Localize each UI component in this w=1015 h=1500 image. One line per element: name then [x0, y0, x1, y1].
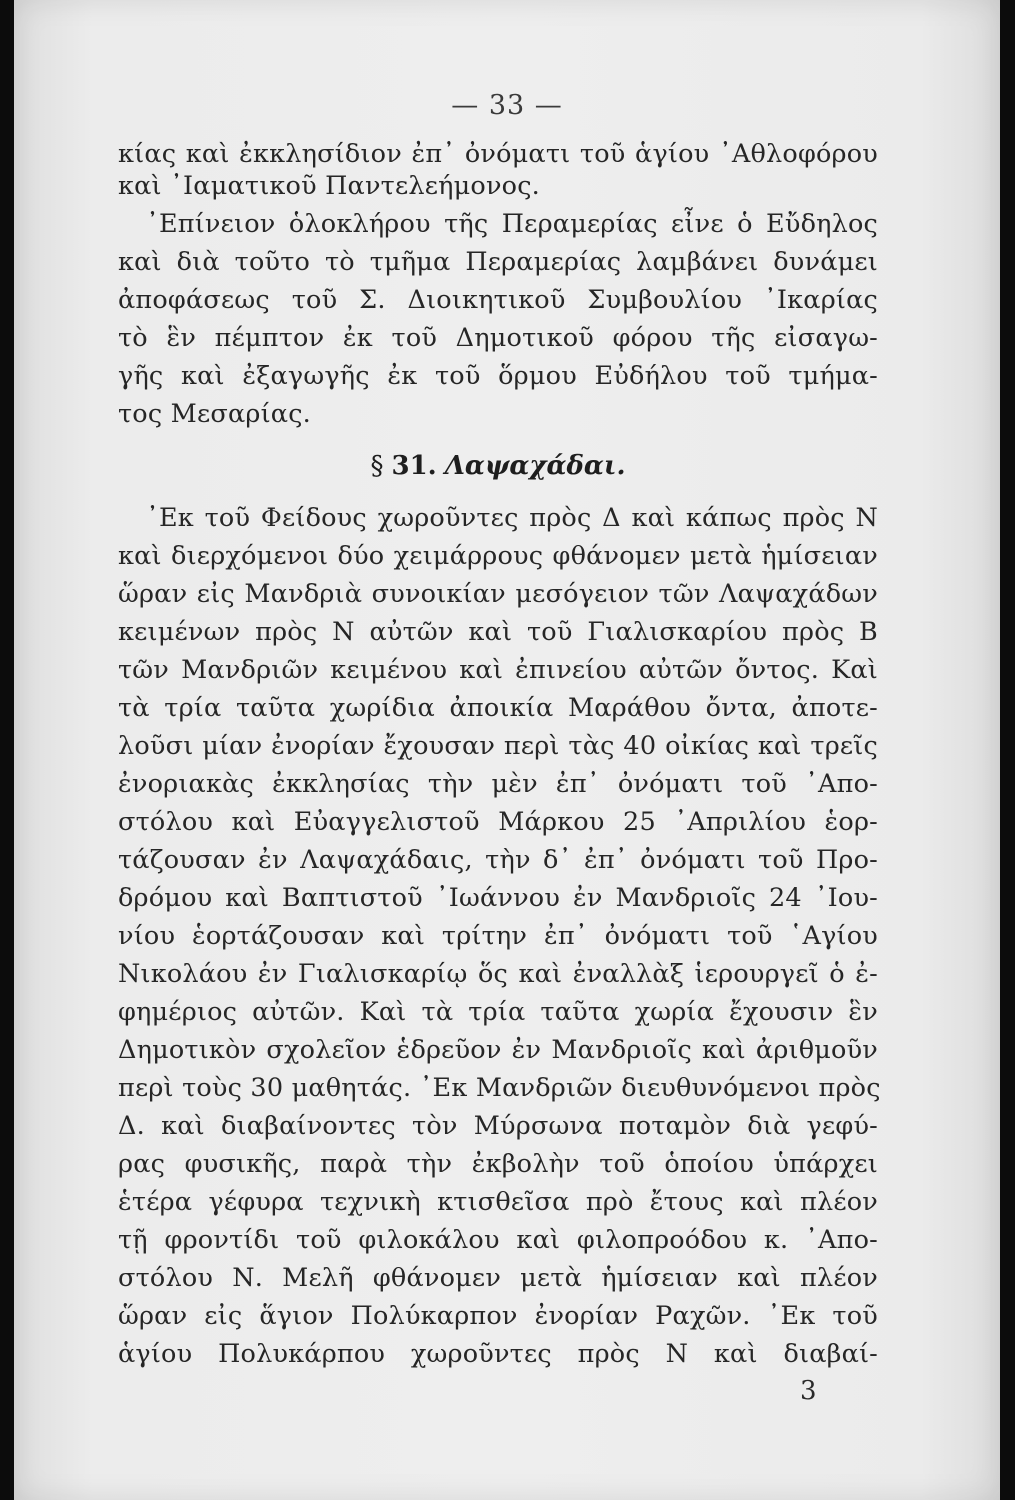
- text-line: φημέριος αὐτῶν. Καὶ τὰ τρία ταῦτα χωρία ἔχουσιν ἓν: [118, 997, 878, 1027]
- text-line: τὸ ἓν πέμπτον ἐκ τοῦ Δημοτικοῦ φόρου τῆς εἰσαγω-: [118, 323, 878, 353]
- text-line: καὶ διερχόμενοι δύο χειμάρρους φθάνομεν μετὰ ἡμίσειαν: [118, 541, 878, 571]
- section-symbol: §: [370, 451, 384, 481]
- text-line: γῆς καὶ ἐξαγωγῆς ἐκ τοῦ ὅρμου Εὐδήλου τοῦ τμήμα-: [118, 361, 878, 391]
- text-line: στόλου Ν. Μελῆ φθάνομεν μετὰ ἡμίσειαν καὶ πλέον: [118, 1263, 878, 1293]
- text-line: τάζουσαν ἐν Λαψαχάδαις, τὴν δ᾽ ἐπ᾽ ὀνόματι τοῦ Προ-: [118, 845, 878, 875]
- text-line: τῇ φροντίδι τοῦ φιλοκάλου καὶ φιλοπροόδου κ. ᾽Απο-: [118, 1225, 878, 1255]
- text-line: τος Μεσαρίας.: [118, 399, 311, 429]
- text-line: στόλου καὶ Εὐαγγελιστοῦ Μάρκου 25 ᾽Απριλίου ἑορ-: [118, 807, 878, 837]
- text-line: ὥραν εἰς ἅγιον Πολύκαρπον ἐνορίαν Ραχῶν. ᾽Εκ τοῦ: [118, 1301, 878, 1331]
- text-line: τὰ τρία ταῦτα χωρίδια ἀποικία Μαράθου ὄντα, ἀποτε-: [118, 693, 878, 723]
- text-line: ᾽Εκ τοῦ Φείδους χωροῦντες πρὸς Δ καὶ κάπως πρὸς Ν: [146, 503, 878, 533]
- scan-border-right: [999, 0, 1015, 1500]
- text-line: δρόμου καὶ Βαπτιστοῦ ᾽Ιωάννου ἐν Μανδριοῖς 24 ᾽Ιου-: [118, 883, 878, 913]
- section-title: Λαψαχάδαι.: [444, 451, 626, 481]
- section-heading: [118, 450, 878, 482]
- text-line: ἁγίου Πολυκάρπου χωροῦντες πρὸς Ν καὶ διαβαί-: [118, 1339, 878, 1369]
- text-line: ἑτέρα γέφυρα τεχνικὴ κτισθεῖσα πρὸ ἔτους καὶ πλέον: [118, 1187, 878, 1217]
- text-line: ρας φυσικῆς, παρὰ τὴν ἐκβολὴν τοῦ ὁποίου ὑπάρχει: [118, 1149, 878, 1179]
- text-line: ὥραν εἰς Μανδριὰ συνοικίαν μεσόγειον τῶν Λαψαχάδων: [118, 579, 878, 609]
- text-line: λοῦσι μίαν ἐνορίαν ἔχουσαν περὶ τὰς 40 οἰκίας καὶ τρεῖς: [118, 731, 878, 761]
- text-line: ἐνοριακὰς ἐκκλησίας τὴν μὲν ἐπ᾽ ὀνόματι τοῦ ᾽Απο-: [118, 769, 878, 799]
- text-line: Νικολάου ἐν Γιαλισκαρίῳ ὅς καὶ ἐναλλὰξ ἱερουργεῖ ὁ ἐ-: [118, 959, 878, 989]
- text-line: νίου ἑορτάζουσαν καὶ τρίτην ἐπ᾽ ὀνόματι τοῦ ῾Αγίου: [118, 921, 878, 951]
- section-number: 31.: [391, 451, 437, 481]
- text-line: ἀποφάσεως τοῦ Σ. Διοικητικοῦ Συμβουλίου ᾽Ικαρίας: [118, 285, 878, 315]
- book-page: [14, 0, 1000, 1500]
- text-line: καὶ διὰ τοῦτο τὸ τμῆμα Περαμερίας λαμβάνει δυνάμει: [118, 247, 878, 277]
- text-line: καὶ ᾽Ιαματικοῦ Παντελεήμονος.: [118, 171, 540, 201]
- text-line: κίας καὶ ἐκκλησίδιον ἐπ᾽ ὀνόματι τοῦ ἁγίου ᾽Αθλοφόρου: [118, 139, 878, 169]
- text-line: Δ. καὶ διαβαίνοντες τὸν Μύρσωνα ποταμὸν διὰ γεφύ-: [118, 1111, 878, 1141]
- signature-mark: 3: [800, 1376, 817, 1406]
- text-line: Δημοτικὸν σχολεῖον ἑδρεῦον ἐν Μανδριοῖς καὶ ἀριθμοῦν: [118, 1035, 878, 1065]
- text-line: περὶ τοὺς 30 μαθητάς. ᾽Εκ Μανδριῶν διευθυνόμενοι πρὸς: [118, 1073, 881, 1103]
- page-number: — 33 —: [451, 90, 563, 121]
- text-line: ᾽Επίνειον ὁλοκλήρου τῆς Περαμερίας εἶνε ὁ Εὔδηλος: [146, 209, 878, 239]
- text-line: κειμένων πρὸς Ν αὐτῶν καὶ τοῦ Γιαλισκαρίου πρὸς Β: [118, 617, 878, 647]
- text-line: τῶν Μανδριῶν κειμένου καὶ ἐπινείου αὐτῶν ὄντος. Καὶ: [118, 655, 878, 685]
